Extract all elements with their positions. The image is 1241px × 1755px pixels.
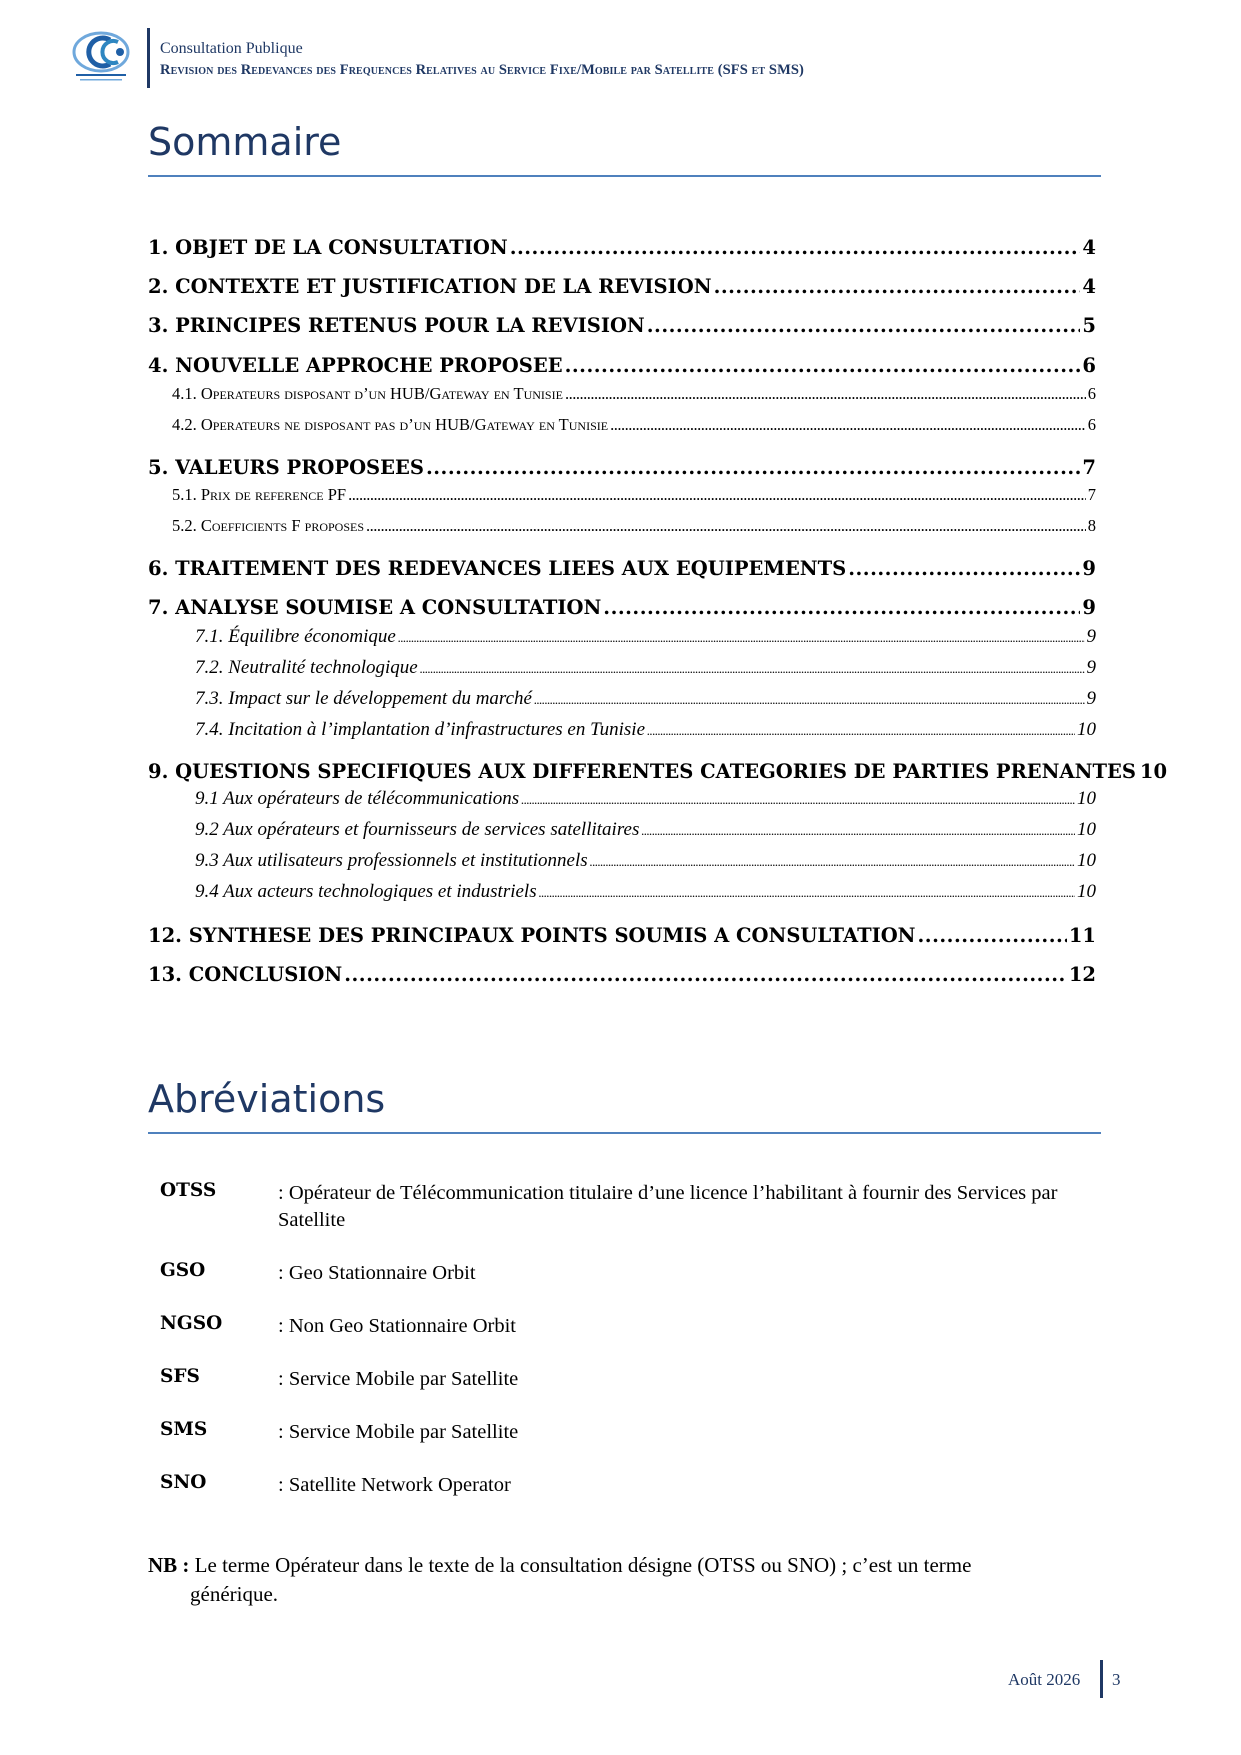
- toc-entry[interactable]: [148, 688, 1096, 710]
- toc-entry-page: 9: [1086, 688, 1096, 709]
- page-number: 3: [1112, 1670, 1121, 1689]
- toc-entry[interactable]: [148, 657, 1096, 679]
- toc-entry[interactable]: [148, 719, 1096, 741]
- toc-entry[interactable]: [148, 760, 1168, 783]
- toc-entry-label: 9. QUESTIONS SPECIFIQUES AUX DIFFERENTES CATEGORIES DE PARTIES PRENANTES: [148, 760, 1136, 783]
- toc-entry-page: 8: [1087, 516, 1096, 535]
- abbreviation-code: SFS: [160, 1366, 200, 1387]
- toc-entry-page: 10: [1077, 788, 1096, 809]
- toc-entry-page: 10: [1077, 719, 1096, 740]
- abbreviation-code: GSO: [160, 1260, 206, 1281]
- toc-entry-label: 3. PRINCIPES RETENUS POUR LA REVISION: [148, 314, 645, 337]
- toc-entry-page: 6: [1087, 384, 1096, 403]
- nb-text-continuation: générique.: [190, 1582, 279, 1606]
- toc-entry-label: 7. ANALYSE SOUMISE A CONSULTATION: [148, 596, 602, 619]
- toc-entry[interactable]: [148, 963, 1096, 986]
- abbreviation-code: SNO: [160, 1472, 207, 1493]
- toc-entry-page: 10: [1077, 819, 1096, 840]
- nb-label: NB :: [148, 1553, 190, 1577]
- toc-entry-label: 5. VALEURS PROPOSEES: [148, 456, 424, 479]
- toc-entry-label: 5.1. Prix de reference PF: [172, 485, 347, 504]
- abbreviation-code: NGSO: [160, 1313, 223, 1334]
- abbreviation-definition: : Non Geo Stationnaire Orbit: [278, 1315, 516, 1337]
- header-divider: [147, 28, 150, 88]
- nb-text: Le terme Opérateur dans le texte de la consultation désigne (OTSS ou SNO) ; c’est un terme: [194, 1553, 972, 1577]
- toc-entry-label: 4. NOUVELLE APPROCHE PROPOSEE: [148, 354, 563, 377]
- toc-entry[interactable]: [148, 819, 1096, 841]
- toc-heading-rule: [148, 175, 1101, 177]
- toc-entry-label: 6. TRAITEMENT DES REDEVANCES LIEES AUX EQUIPEMENTS: [148, 557, 847, 580]
- toc-entry-page: 10: [1077, 881, 1096, 902]
- abbreviation-code: SMS: [160, 1419, 208, 1440]
- nb-note: [148, 1551, 1098, 1609]
- toc-entry-label: 4.2. Operateurs ne disposant pas d’un HUB/Gateway en Tunisie: [172, 415, 609, 434]
- toc-entry-page: 4: [1082, 275, 1096, 298]
- toc-entry-label: 9.4 Aux acteurs technologiques et industriels: [195, 881, 537, 902]
- toc-entry-page: 11: [1068, 924, 1096, 947]
- toc-entry-label: 4.1. Operateurs disposant d’un HUB/Gateway en Tunisie: [172, 384, 563, 403]
- toc-entry[interactable]: [148, 354, 1096, 377]
- toc-entry[interactable]: [148, 485, 1096, 505]
- toc-entry[interactable]: [148, 314, 1096, 337]
- toc-entry[interactable]: [148, 626, 1096, 648]
- toc-entry[interactable]: [148, 881, 1096, 903]
- toc-entry[interactable]: [148, 384, 1096, 404]
- toc-entry-page: 4: [1082, 236, 1096, 259]
- toc-entry-page: 5: [1082, 314, 1096, 337]
- toc-entry-page: 9: [1086, 626, 1096, 647]
- toc-entry-label: 7.1. Équilibre économique: [195, 626, 396, 647]
- toc-entry[interactable]: [148, 924, 1096, 947]
- toc-entry-label: 9.3 Aux utilisateurs professionnels et institutionnels: [195, 850, 588, 871]
- toc-entry-page: 6: [1082, 354, 1096, 377]
- toc-entry[interactable]: [148, 516, 1096, 536]
- abbreviation-definition: : Satellite Network Operator: [278, 1474, 511, 1496]
- toc-entry-label: 12. SYNTHESE DES PRINCIPAUX POINTS SOUMIS A CONSULTATION: [148, 924, 916, 947]
- toc-entry-label: 7.4. Incitation à l’implantation d’infrastructures en Tunisie: [195, 719, 646, 740]
- toc-entry-page: 12: [1068, 963, 1096, 986]
- toc-entry[interactable]: [148, 275, 1096, 298]
- toc-entry[interactable]: [148, 415, 1096, 435]
- toc-entry-page: 9: [1082, 596, 1096, 619]
- toc-entry[interactable]: [148, 236, 1096, 259]
- toc-heading: Sommaire: [148, 120, 342, 164]
- toc-entry-page: 10: [1139, 760, 1168, 783]
- abbreviation-code: OTSS: [160, 1180, 217, 1201]
- abbreviation-definition: : Geo Stationnaire Orbit: [278, 1262, 476, 1284]
- toc-entry[interactable]: [148, 850, 1096, 872]
- toc-entry-page: 10: [1077, 850, 1096, 871]
- toc-entry-label: 7.3. Impact sur le développement du marché: [195, 688, 532, 709]
- toc-entry-page: 9: [1086, 657, 1096, 678]
- toc-entry[interactable]: [148, 596, 1096, 619]
- header-title: Consultation Publique: [160, 40, 303, 57]
- toc-entry[interactable]: [148, 557, 1096, 580]
- footer-date: Août 2026: [1008, 1670, 1081, 1689]
- abbreviation-definition: : Opérateur de Télécommunication titulaire d’une licence l’habilitant à fournir des Services par Satellite: [278, 1182, 1058, 1231]
- footer-divider: [1100, 1660, 1103, 1698]
- toc-entry-label: 2. CONTEXTE ET JUSTIFICATION DE LA REVISION: [148, 275, 712, 298]
- toc-entry-page: 7: [1087, 485, 1096, 504]
- abbreviation-definition: : Service Mobile par Satellite: [278, 1421, 519, 1443]
- toc-entry-label: 7.2. Neutralité technologique: [195, 657, 418, 678]
- toc-entry-page: 7: [1082, 456, 1096, 479]
- toc-entry[interactable]: [148, 456, 1096, 479]
- toc-entry-label: 13. CONCLUSION: [148, 963, 343, 986]
- agency-logo: [70, 28, 132, 86]
- toc-entry[interactable]: [148, 788, 1096, 810]
- toc-entry-page: 9: [1082, 557, 1096, 580]
- toc-entry-label: 9.1 Aux opérateurs de télécommunications: [195, 788, 520, 809]
- toc-entry-label: 5.2. Coefficients F proposes: [172, 516, 365, 535]
- toc-entry-page: 6: [1087, 415, 1096, 434]
- toc-entry-label: 1. OBJET DE LA CONSULTATION: [148, 236, 508, 259]
- abbreviations-heading-rule: [148, 1132, 1101, 1134]
- toc-entry-label: 9.2 Aux opérateurs et fournisseurs de services satellitaires: [195, 819, 640, 840]
- abbreviation-definition: : Service Mobile par Satellite: [278, 1368, 519, 1390]
- header-subtitle: Revision des Redevances des Frequences Relatives au Service Fixe/Mobile par Satellite (SFS et SMS): [160, 62, 804, 78]
- abbreviations-heading: Abréviations: [148, 1077, 386, 1121]
